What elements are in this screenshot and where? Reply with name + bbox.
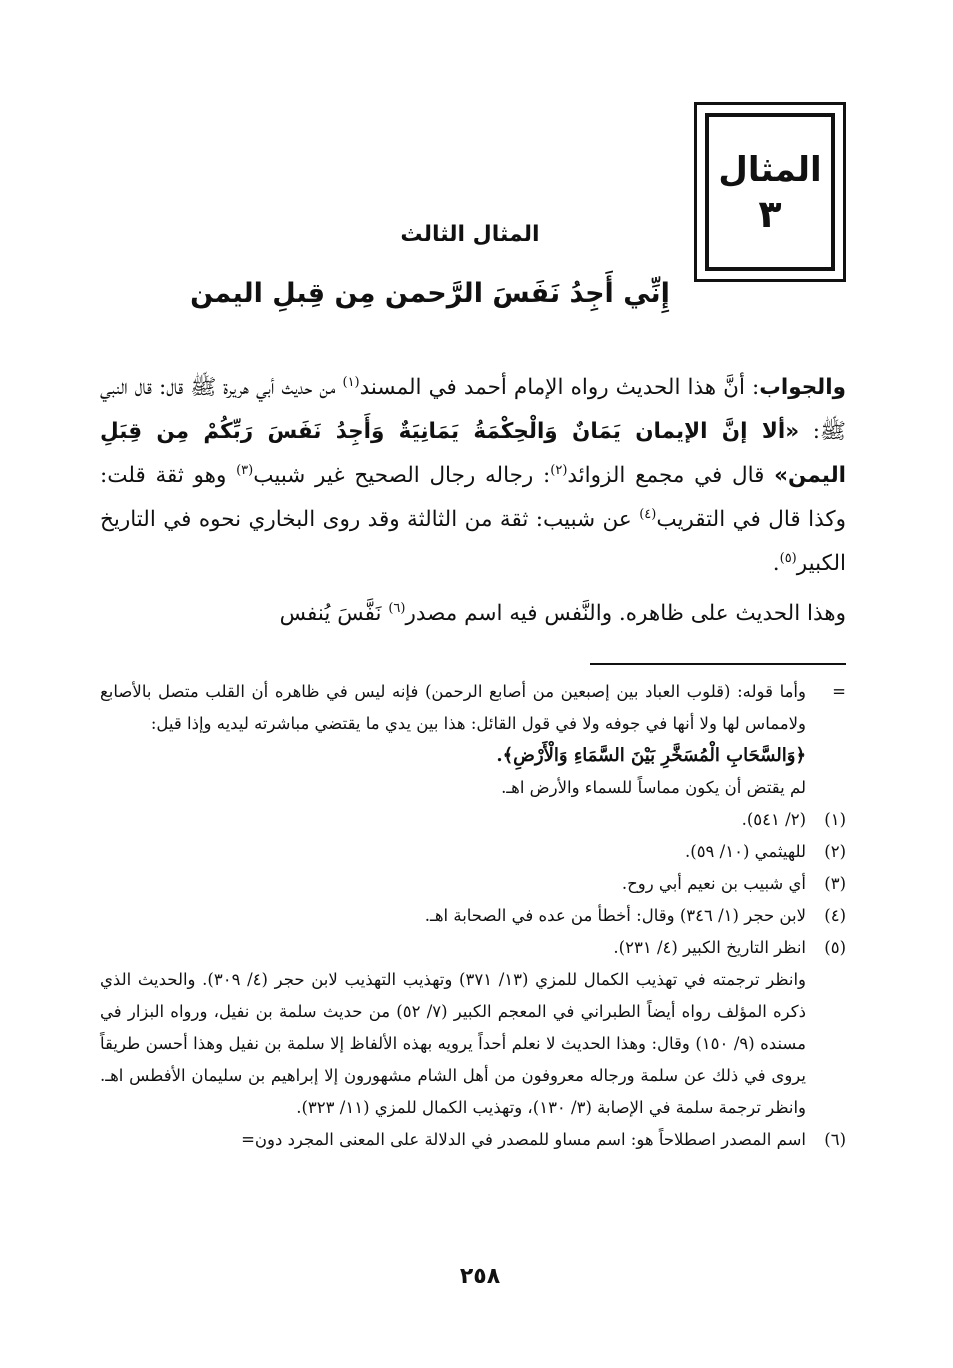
quran-verse: ﴿وَالسَّحَابِ الْمُسَخَّرِ بَيْنَ السَّمَاءِ وَالْأَرْضِ﴾. [496, 745, 806, 766]
footnote-separator [590, 663, 846, 665]
footnote-5 [100, 932, 846, 1124]
continuation-after: لم يقتض أن يكون مماساً للسماء والأرض اهـ. [501, 778, 806, 797]
footnote-text: أي شبيب بن نعيم أبي روح. [621, 874, 806, 893]
example-badge-inner [705, 113, 835, 271]
page-number: ٢٥٨ [459, 1264, 501, 1289]
footnote-mark: = [832, 682, 846, 701]
text-segment: نَفَّسَ يُنفس [279, 601, 389, 626]
footnote-ref-3: (٣) [236, 462, 254, 478]
paragraph-answer [100, 366, 846, 586]
footnote-ref-2: (٢) [550, 462, 568, 478]
footnote-continuation [100, 676, 846, 804]
main-text [100, 366, 846, 636]
footnote-text: (٢/ ٥٤١). [741, 810, 806, 829]
footnote-mark: (٢) [824, 842, 846, 861]
text-segment: وهو ثقة قلت: وكذا قال في التقريب [100, 463, 847, 532]
text-segment: : أنَّ هذا الحديث رواه الإمام أحمد في المسند [359, 375, 760, 400]
footnotes [100, 676, 846, 1156]
footnote-ref-1: (١) [342, 374, 360, 390]
footnote-6 [100, 1124, 846, 1156]
paragraph-nafas [100, 592, 846, 636]
text-segment: قال في مجمع الزوائد [567, 463, 775, 488]
footnote-1 [100, 804, 846, 836]
footnote-4 [100, 900, 846, 932]
footnote-mark: (٦) [824, 1130, 846, 1149]
badge-title: المثال [718, 150, 822, 190]
text-segment: . [772, 551, 780, 576]
footnote-2 [100, 836, 846, 868]
badge-number: ٣ [758, 192, 782, 236]
continuation-text: وأما قوله: (قلوب العباد بين إصبعين من أصابع الرحمن) فإنه ليس في ظاهره أن القلب متصل بالأصابع ولامماس لها ولا أنها في جوفه ولا في قول القائل: هذا بين يدي ما يقتضي مباشرته ليديه وإذا قيل: [100, 682, 806, 733]
footnote-text [100, 676, 806, 804]
example-badge [694, 102, 846, 282]
footnote-mark: (٣) [824, 874, 846, 893]
answer-label: والجواب [759, 375, 846, 400]
footnote-5-first: انظر التاريخ الكبير (٤/ ٢٣١). [613, 938, 806, 957]
hadith-quote: «ألا إنَّ الإيمان يَمَانٌ وَالْحِكْمَةُ يَمَانِيَةٌ وَأَجِدُ نَفَسَ رَبِّكُمْ مِن قِبَلِ اليمن» [100, 419, 847, 488]
chapter-label: المثال الثالث [400, 222, 540, 247]
footnote-mark: (٤) [824, 906, 846, 925]
footnote-text: للهيثمي (١٠/ ٥٩). [685, 842, 806, 861]
text-segment: : رجاله رجال الصحيح غير شبيب [253, 463, 551, 488]
chapter-title: إِنِّي أَجِدُ نَفَسَ الرَّحمن مِن قِبلِ اليمن [190, 278, 670, 309]
footnote-ref-5: (٥) [779, 550, 797, 566]
footnote-3 [100, 868, 846, 900]
text-segment: وهذا الحديث على ظاهره. والنَّفس فيه اسم مصدر [405, 601, 846, 626]
footnote-text: لابن حجر (١/ ٣٤٦) وقال: أخطأ من عده في الصحابة اهـ. [424, 906, 806, 925]
footnote-mark: (١) [824, 810, 846, 829]
footnote-text: اسم المصدر اصطلاحاً هو: اسم مساو للمصدر في الدلالة على المعنى المجرد دون= [241, 1130, 806, 1149]
text-segment: عن شبيب: ثقة من الثالثة وقد روى البخاري نحوه في التاريخ الكبير [100, 507, 846, 576]
footnote-text [100, 932, 806, 1124]
footnote-ref-6: (٦) [388, 600, 406, 616]
footnote-mark: (٥) [824, 938, 846, 957]
footnote-5-more: وانظر ترجمته في تهذيب الكمال للمزي (١٣/ ٣٧١) وتهذيب التهذيب لابن حجر (٤/ ٣٠٩). والحديث الذي ذكره المؤلف رواه أيضاً الطبراني في المعجم الكبير (٧/ ٥٢) من حديث سلمة بن نفيل، ورواه البزار في مسنده (٩/ ١٥٠) وقال: وهذا الحديث لا نعلم أحداً يرويه بهذه الألفاظ إلا سلمة بن نفيل وهذا أحسن طريقاً يروى في ذلك عن سلمة ورجاله معروفون من أهل الشام مشهورون إلا إبراهيم بن سليمان الأفطس اهـ. وانظر ترجمة سلمة في الإصابة (٣/ ١٣٠)، وتهذيب الكمال للمزي (١١/ ٣٢٣). [100, 970, 807, 1117]
footnote-ref-4: (٤) [639, 506, 657, 522]
text-segment: من حديث أبي هريرة ﷺ قال: قال النبي ﷺ: [100, 375, 846, 444]
